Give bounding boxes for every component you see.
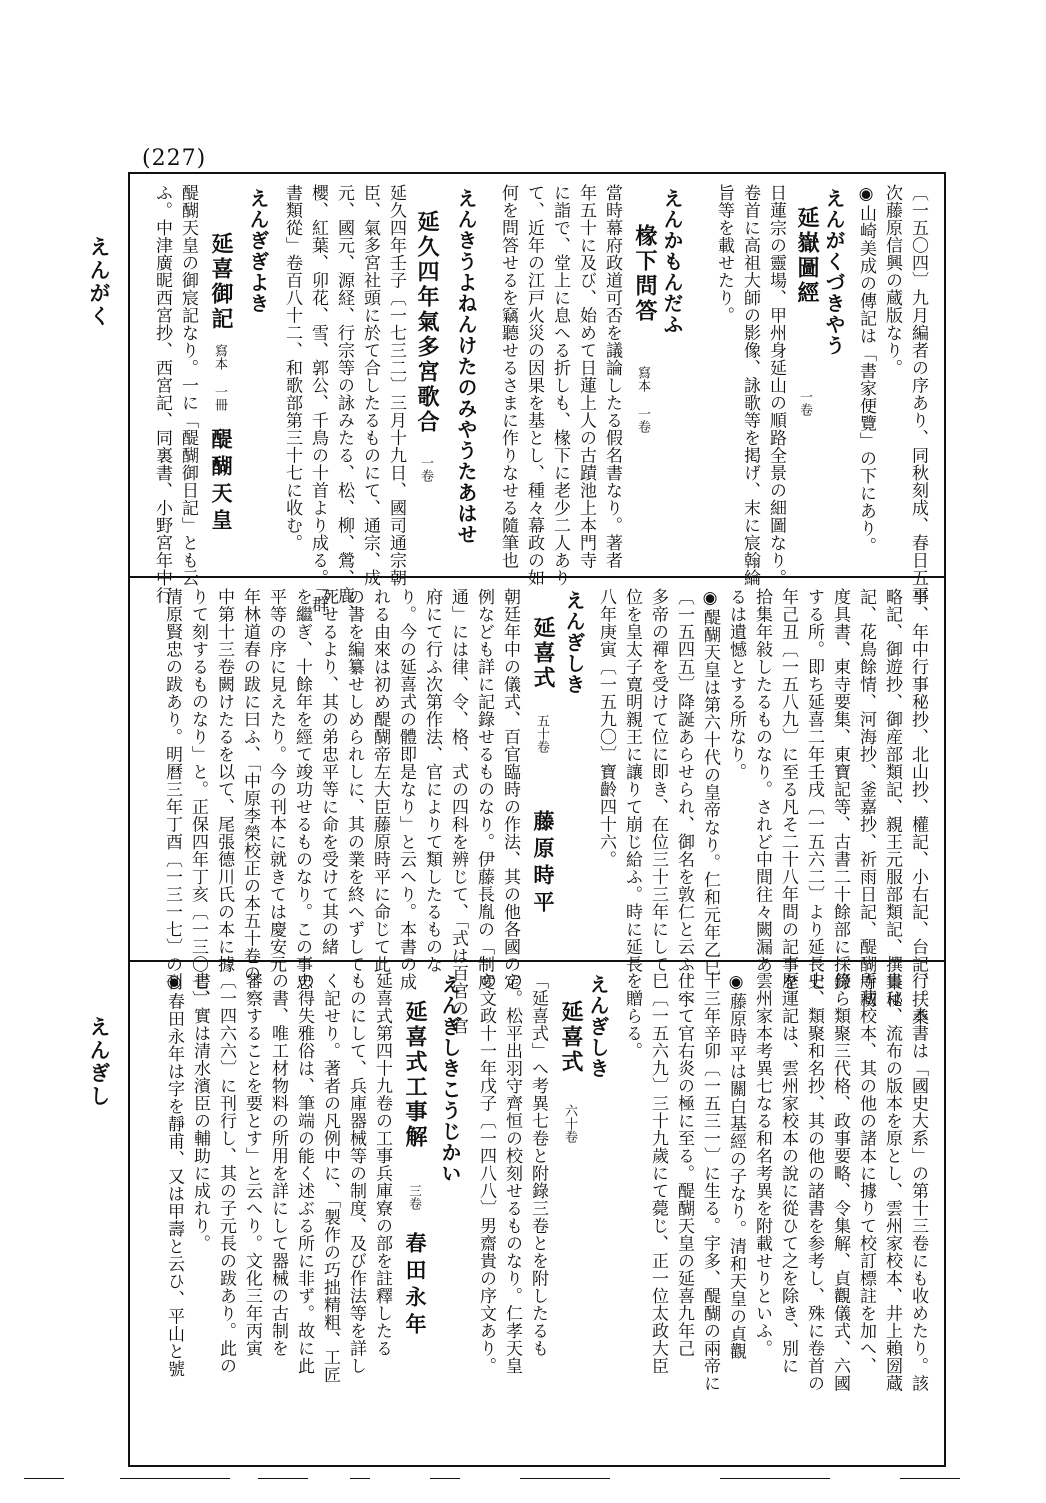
- text-line: 〔一五〇四〕九月編者の序あり、同秋刻成、春日五平: [908, 184, 928, 604]
- scan-artifact-line: [520, 1478, 610, 1479]
- text-line: ◉春田永年は字を靜甫、又は甲壽と云ひ、平山と號: [164, 972, 184, 1378]
- text-line: 通」には律、令、格、式の四科を辨じて、「式は百官の官: [448, 588, 468, 1035]
- text-line: 卷首に高祖大師の影像、詠歌等を掲げ、末に宸翰綸: [740, 184, 760, 587]
- frame-top-rule: [128, 172, 946, 174]
- text-line: りて刻するものなり」と。正保四年丁亥〔一三〇七〕: [188, 588, 208, 1008]
- scan-artifact-line: [24, 1478, 64, 1479]
- text-line: 「延喜式」へ考異七卷と附錄三卷とを附したるも: [528, 972, 548, 1357]
- running-head-bottom: えんぎし: [87, 1016, 112, 1108]
- text-line: ◉藤原時平は關白基經の子なり。清和天皇の貞觀: [726, 972, 746, 1360]
- text-line: を贈らる。: [622, 972, 642, 1060]
- entry-volumes: 寫本 一冊: [212, 344, 227, 411]
- text-line: 多帝の禪を受けて位に即き、在位三十三年にして: [648, 588, 668, 973]
- text-line: の。松平出羽守齊恒の校刻せるものなり。仁孝天皇: [502, 972, 522, 1375]
- text-line: 當時幕府政道可否を議論したる假名書なり。著者: [602, 184, 622, 569]
- text-line: の得失雅俗は、筆端の能く述ぶる所に非ず。故に此: [294, 972, 314, 1375]
- text-line: 平等の序に見えたり。今の刊本に就きては慶安元: [266, 588, 286, 973]
- text-line: 〔一五四五〕降誕あらせられ、御名を敦仁と云ふ。宇: [674, 588, 694, 1008]
- text-line: 醍醐天皇の御宸記なり。一に「醍醐御日記」とも云: [178, 184, 198, 587]
- entry-title: 延喜式工事解: [402, 1000, 428, 1150]
- entry-title: 延嶽圖經: [794, 206, 820, 306]
- text-line: 傍ら類聚三代格、政事要略、令集解、貞觀儀式、六國: [830, 972, 850, 1392]
- text-line: 次藤原信興の蔵版なり。: [882, 184, 902, 377]
- entry-reading: えんぎしきこうじかい: [438, 974, 462, 1184]
- entry-volumes: 六十卷: [562, 1104, 577, 1143]
- text-line: 何を問答せるを竊聽せるさまに作りなせる隨筆也: [498, 184, 518, 569]
- entry-reading: えんぎぎよき: [246, 188, 270, 314]
- text-line: ふ。中津廣昵西宮抄、西宮記、同裏書、小野宮年中行: [152, 184, 172, 604]
- entry-volumes: 一卷: [418, 456, 433, 482]
- text-line: 延喜式第四十九卷の工事兵庫寮の部を註釋したる: [372, 972, 392, 1357]
- text-line: 朝廷年中の儀式、百官臨時の作法、其の他各國の定: [500, 588, 520, 991]
- text-line: に詣で、堂上に息へる折しも、椽下に老少二人あり: [550, 184, 570, 587]
- text-line: 延久四年壬子〔一七三二〕三月十九日、國司通宗朝: [386, 184, 406, 587]
- entry-title: 椽下問答: [632, 224, 658, 324]
- text-line: 雲州家本考異七なる和名考異を附載せりといふ。: [752, 972, 772, 1357]
- text-line: て、近年の江戸火災の因果を基とし、種々幕政の如: [524, 184, 544, 587]
- text-line: 清原賢忠の跋あり。明曆三年丁酉〔一三一七〕の刊: [162, 588, 182, 991]
- entry-title: 延久四年氣多宮歌合: [414, 210, 440, 435]
- text-line: する所。即ち延喜二年壬戌〔一五六二〕より延長七: [804, 588, 824, 991]
- text-line: 日蓮宗の靈場、甲州身延山の順路全景の細圖なり。: [766, 184, 786, 587]
- text-line: 記、花鳥餘情、河海抄、釜嘉抄、祈雨日記、醍醐寺初: [856, 588, 876, 1008]
- text-line: 死せるより、其の弟忠平等に命を受けて其の緒: [318, 588, 338, 956]
- entry-volumes: 寫本 一卷: [635, 366, 650, 433]
- running-head-top: えんがく: [87, 236, 112, 328]
- scan-artifact-line: [258, 1478, 308, 1479]
- entry-author: 醍醐天皇: [209, 428, 234, 536]
- entry-reading: えんきうよねんけたのみやうたあはせ: [454, 188, 478, 545]
- entry-title: 延喜式: [558, 1000, 584, 1075]
- text-line: 旨等を載せたり。: [714, 184, 734, 324]
- text-line: 事、年中行事秘抄、北山抄、權記、小右記、台記、扶桑: [908, 588, 928, 1026]
- text-line: 書は、流布の版本を原とし、雲州家校本、井上賴圀蔵: [882, 972, 902, 1392]
- entry-volumes: 五十卷: [534, 714, 549, 753]
- text-line: 行。本書は「國史大系」の第十三卷にも收めたり。該: [908, 972, 928, 1392]
- text-line: 拾集年敍したるものなり。されど中間往々闕漏あ: [752, 588, 772, 973]
- text-line: 歷運記は、雲州家校本の說に從ひて之を除き、別に: [778, 972, 798, 1375]
- frame-right-rule: [944, 172, 946, 1467]
- text-line: 八年庚寅〔一五九〇〕寶齡四十六。: [596, 588, 616, 868]
- entry-reading: えんぎしき: [562, 590, 586, 695]
- text-line: 度具書、東寺要集、東寶記等、古書二十餘部に採錄: [830, 588, 850, 991]
- text-line: 年五十に及び、始めて日蓮上人の古蹟池上本門寺: [576, 184, 596, 569]
- frame-bottom-rule: [128, 1465, 946, 1467]
- text-line: 例なども詳に記錄せるものなり。伊藤長胤の「制度: [474, 588, 494, 991]
- text-line: 府にて行ふ次第作法、官によりて類したるものな: [422, 588, 442, 973]
- text-line: 仕へて官右炎の極に至る。醍醐天皇の延喜九年己: [674, 972, 694, 1357]
- scan-artifact-line: [900, 1478, 960, 1479]
- text-line: 元、國元、源経、行宗等の詠みたる、松、柳、鶯、鹿、: [334, 184, 354, 622]
- text-line: 書、實は清水濱臣の輔助に成れり。: [190, 972, 210, 1252]
- entry-volumes: 三卷: [406, 1184, 421, 1210]
- text-line: ものにして、兵庫器械等の制度、及び作法等を詳し: [346, 972, 366, 1375]
- text-line: 巳〔一五六九〕三十九歲にて薨じ、正一位太政大臣: [648, 972, 668, 1375]
- text-line: 櫻、紅葉、卯花、雪、郭公、千鳥の十首より成る。「群: [308, 184, 328, 613]
- text-line: 臣、氣多宮社頭に於て合したるものにて、通宗、成: [360, 184, 380, 587]
- text-line: の書、唯工材物料の所用を詳にして器械の古制を: [268, 972, 288, 1357]
- text-line: り。今の延喜式の體即是なり」と云へり。本書の成: [396, 588, 416, 991]
- text-line: 略記、御遊抄、御産部類記、親王元服部類記、撰集秘: [882, 588, 902, 1008]
- frame-left-rule: [128, 172, 130, 1467]
- text-line: く記せり。著者の凡例中に、「製作の巧拙精粗、工匠: [320, 972, 340, 1384]
- entry-reading: えんぎしき: [586, 974, 610, 1079]
- text-line: ◉山崎美成の傳記は「書家便覽」の下にあり。: [856, 184, 876, 555]
- entry-volumes: 一卷: [797, 390, 812, 416]
- scan-artifact-line: [430, 1478, 460, 1479]
- entry-author: 春田永年: [403, 1232, 428, 1340]
- text-line: ◉醍醐天皇は第六十代の皇帝なり。仁和元年乙巳: [700, 588, 720, 976]
- text-line: 位を皇太子寛明親王に讓りて崩じ給ふ。時に延長: [622, 588, 642, 973]
- scan-artifact-line: [720, 1478, 830, 1479]
- text-line: 史、類聚和名抄、其の他の諸書を参考し、殊に卷首の: [804, 972, 824, 1392]
- text-line: 書類從」卷百八十二、和歌部第三十七に收む。: [282, 184, 302, 552]
- text-line: 審察することを要とす」と云へり。文化三年丙寅: [242, 972, 262, 1357]
- entry-title: 延喜式: [530, 616, 556, 691]
- text-line: 〔一四六六〕に刊行し、其の子元長の跋あり。此の: [216, 972, 236, 1375]
- text-line: 中第十三卷闕けたるを以て、尾張德川氏の本に據: [214, 588, 234, 973]
- text-line: 年己丑〔一五八九〕に至る凡そ二十八年間の記事を: [778, 588, 798, 991]
- page-number: (227): [142, 146, 207, 171]
- entry-reading: えんがくづきやう: [822, 188, 846, 356]
- entry-author: 藤原時平: [531, 810, 556, 918]
- text-line: を繼ぎ、十餘年を經て竣功せるものなり。この事忠: [292, 588, 312, 991]
- text-line: の書を編纂せしめられしに、其の業を終へずして: [344, 588, 364, 973]
- scan-artifact-line: [350, 1478, 370, 1479]
- text-line: れる由來は初め醍醐帝左大臣藤原時平に命じて此: [370, 588, 390, 973]
- text-line: の文政十一年戊子〔一四八八〕男齋貴の序文あり。: [476, 972, 496, 1375]
- text-line: 所藏校本、其の他の諸本に據りて校訂標註を加へ、: [856, 972, 876, 1375]
- text-line: 年林道春の跋に曰ふ、「中原李榮校正の本五十卷の: [240, 588, 260, 982]
- text-line: 十三年辛卯〔一五三一〕に生る。宇多、醍醐の兩帝に: [700, 972, 720, 1392]
- text-line: るは遺憾とする所なり。: [726, 588, 746, 781]
- entry-reading: えんかもんだふ: [660, 188, 684, 335]
- scan-artifact-line: [120, 1478, 230, 1479]
- entry-title: 延喜御記: [208, 232, 234, 332]
